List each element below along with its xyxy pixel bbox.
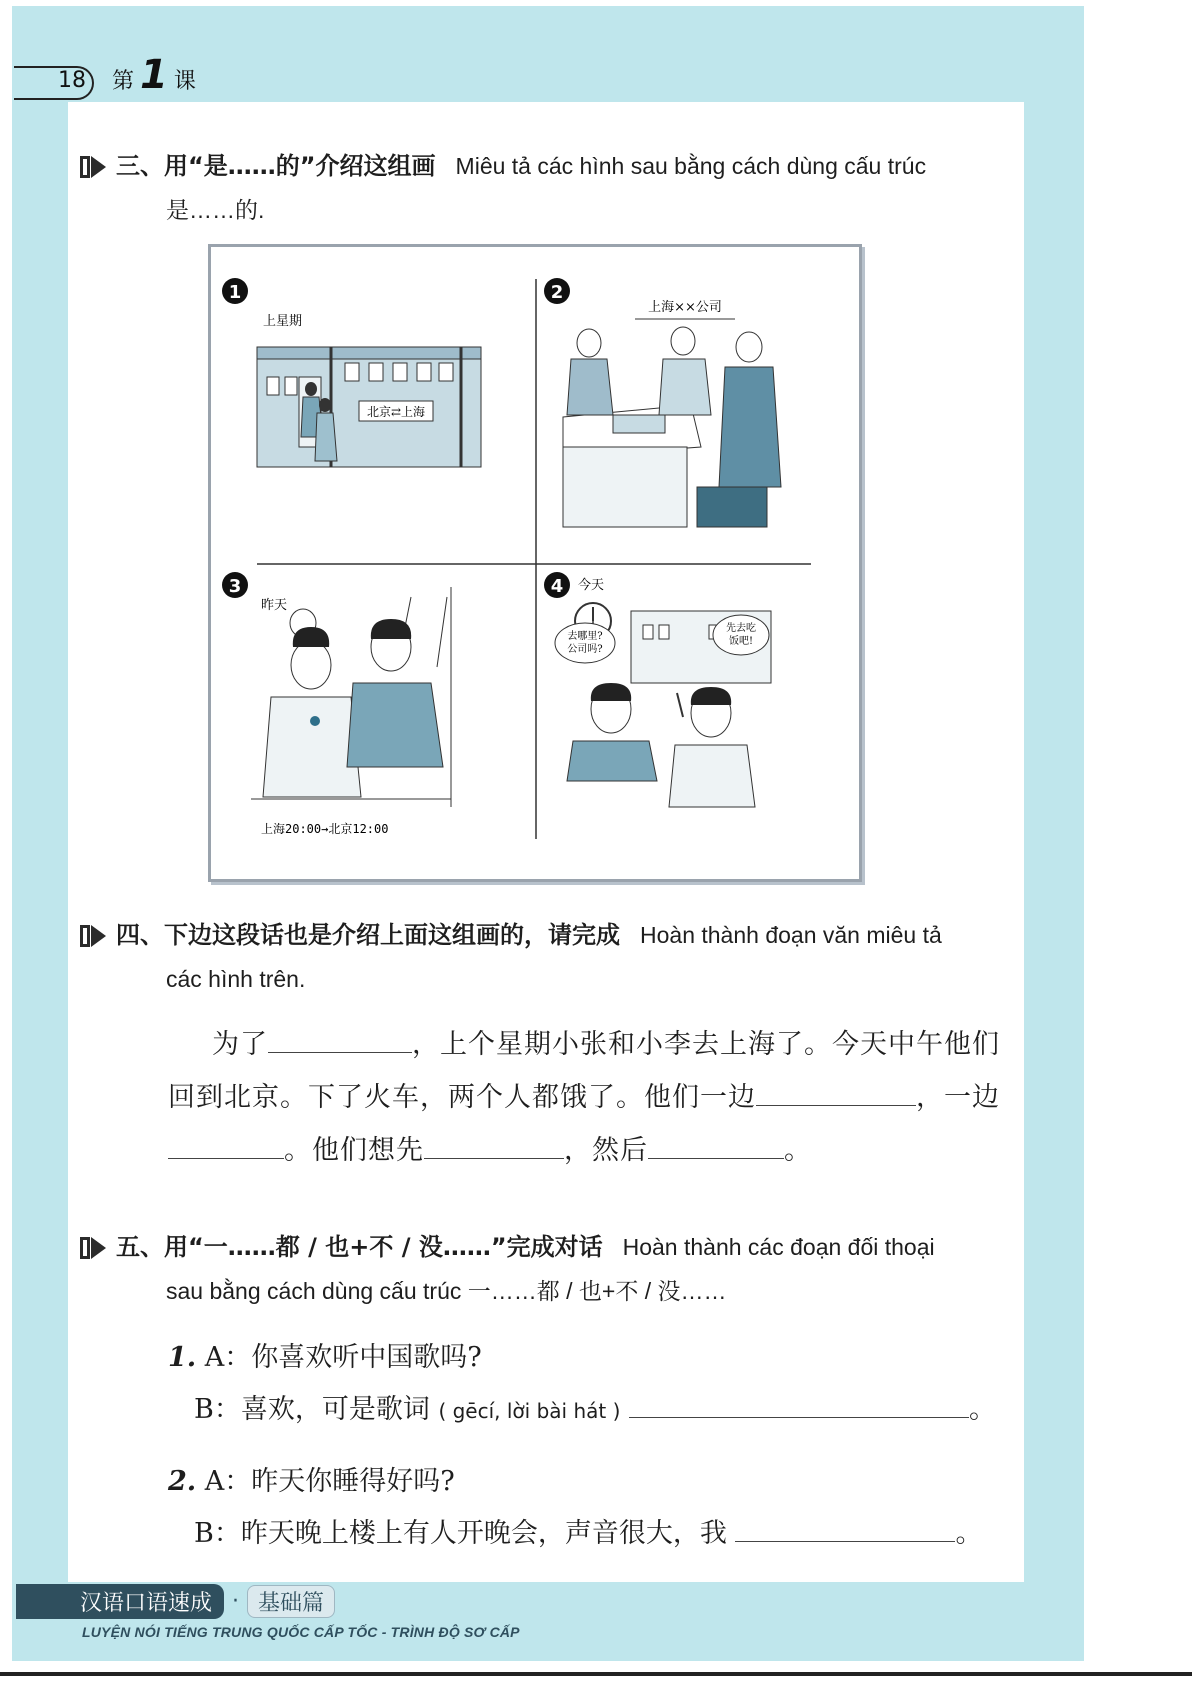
footer-banner <box>16 1584 335 1618</box>
panel-1-caption: 上星期 <box>263 314 303 329</box>
answer-blank-2[interactable] <box>735 1515 955 1542</box>
svg-text:公司吗?: 公司吗? <box>567 644 603 655</box>
svg-text:饭吧!: 饭吧! <box>728 636 754 647</box>
section-4-title: 四、下边这段话也是介绍上面这组画的，请完成 <box>116 921 620 949</box>
question-2-number: 2. <box>168 1466 197 1497</box>
section-4-heading <box>116 913 1016 1001</box>
lesson-prefix: 第 <box>112 69 135 94</box>
book-title: 汉语口语速成 <box>16 1584 224 1619</box>
footer-separator: · <box>232 1588 240 1614</box>
panel-4-caption: 今天 <box>577 578 605 593</box>
section-5-title: 五、用“一……都 / 也+不 / 没……”完成对话 <box>116 1233 603 1261</box>
section-4-instruction: Hoàn thành đoạn văn miêu tả <box>640 922 942 948</box>
section-5-instruction: Hoàn thành các đoạn đối thoại <box>622 1234 935 1260</box>
question-1-number: 1. <box>168 1342 197 1373</box>
answer-blank-1[interactable] <box>629 1391 969 1418</box>
blank-4[interactable] <box>424 1132 564 1159</box>
train-route-text: 北京⇄上海 <box>366 405 426 419</box>
panel-4 <box>544 572 771 807</box>
question-1-a: 1. A：你喜欢听中国歌吗? <box>168 1342 482 1373</box>
panel-3 <box>222 572 467 836</box>
lesson-number: 1 <box>140 52 168 98</box>
section-4-instruction-2: các hình trên. <box>166 966 306 992</box>
section-arrow-icon <box>80 156 106 178</box>
question-1-b: B：喜欢，可是歌词 ( gēcí, lời bài hát ) 。 <box>194 1390 996 1431</box>
pinyin-gloss: ( gēcí, lời bài hát ) <box>438 1399 621 1423</box>
panel-1-number: 1 <box>228 282 242 303</box>
lesson-heading <box>112 52 196 98</box>
illustration-panel <box>208 244 862 882</box>
blank-1[interactable] <box>268 1026 412 1053</box>
bottom-edge <box>0 1672 1192 1676</box>
section-3-heading <box>116 144 1016 232</box>
lesson-suffix: 课 <box>173 69 196 94</box>
company-sign-text: 上海××公司 <box>648 300 722 315</box>
section-3-instruction: Miêu tả các hình sau bằng cách dùng cấu trúc <box>455 153 927 179</box>
speech-bubble-left <box>555 623 615 663</box>
svg-text:先去吃: 先去吃 <box>726 623 756 634</box>
comic-illustration <box>211 247 859 879</box>
fill-in-paragraph: 为了 ，上个星期小张和小李去上海了。今天中午他们 回到北京。下了火车，两个人都饿了。他们一边 ，一边 。他们想先 ，然后 。 <box>168 1018 1020 1177</box>
section-5-heading <box>116 1225 1016 1313</box>
train-schedule-text: 上海20:00→北京12:00 <box>261 822 389 836</box>
section-arrow-icon <box>80 925 106 947</box>
panel-4-number: 4 <box>550 576 564 597</box>
section-5-instruction-2: sau bằng cách dùng cấu trúc 一……都 / 也+不 / 没…… <box>166 1278 727 1304</box>
panel-2 <box>544 278 781 527</box>
blank-5[interactable] <box>648 1132 784 1159</box>
panel-2-number: 2 <box>550 282 564 303</box>
footer-vietnamese-title: LUYỆN NÓI TIẾNG TRUNG QUỐC CẤP TỐC - TRÌNH ĐỘ SƠ CẤP <box>82 1624 520 1640</box>
question-2-b: B：昨天晚上楼上有人开晚会，声音很大，我 。 <box>194 1514 982 1554</box>
section-3-title: 三、用“是……的”介绍这组画 <box>116 152 436 180</box>
blank-3[interactable] <box>168 1132 284 1159</box>
panel-3-number: 3 <box>228 576 242 597</box>
page-number: 18 <box>58 68 86 93</box>
panel-3-caption: 昨天 <box>261 598 288 613</box>
panel-1 <box>222 278 481 467</box>
svg-text:去哪里?: 去哪里? <box>567 631 603 642</box>
book-level: 基础篇 <box>247 1585 335 1618</box>
section-3-instruction-2: 是……的. <box>166 197 265 223</box>
blank-2[interactable] <box>756 1079 916 1106</box>
speech-bubble-right <box>713 615 769 655</box>
question-2-a: 2. A：昨天你睡得好吗? <box>168 1466 455 1497</box>
section-arrow-icon <box>80 1237 106 1259</box>
